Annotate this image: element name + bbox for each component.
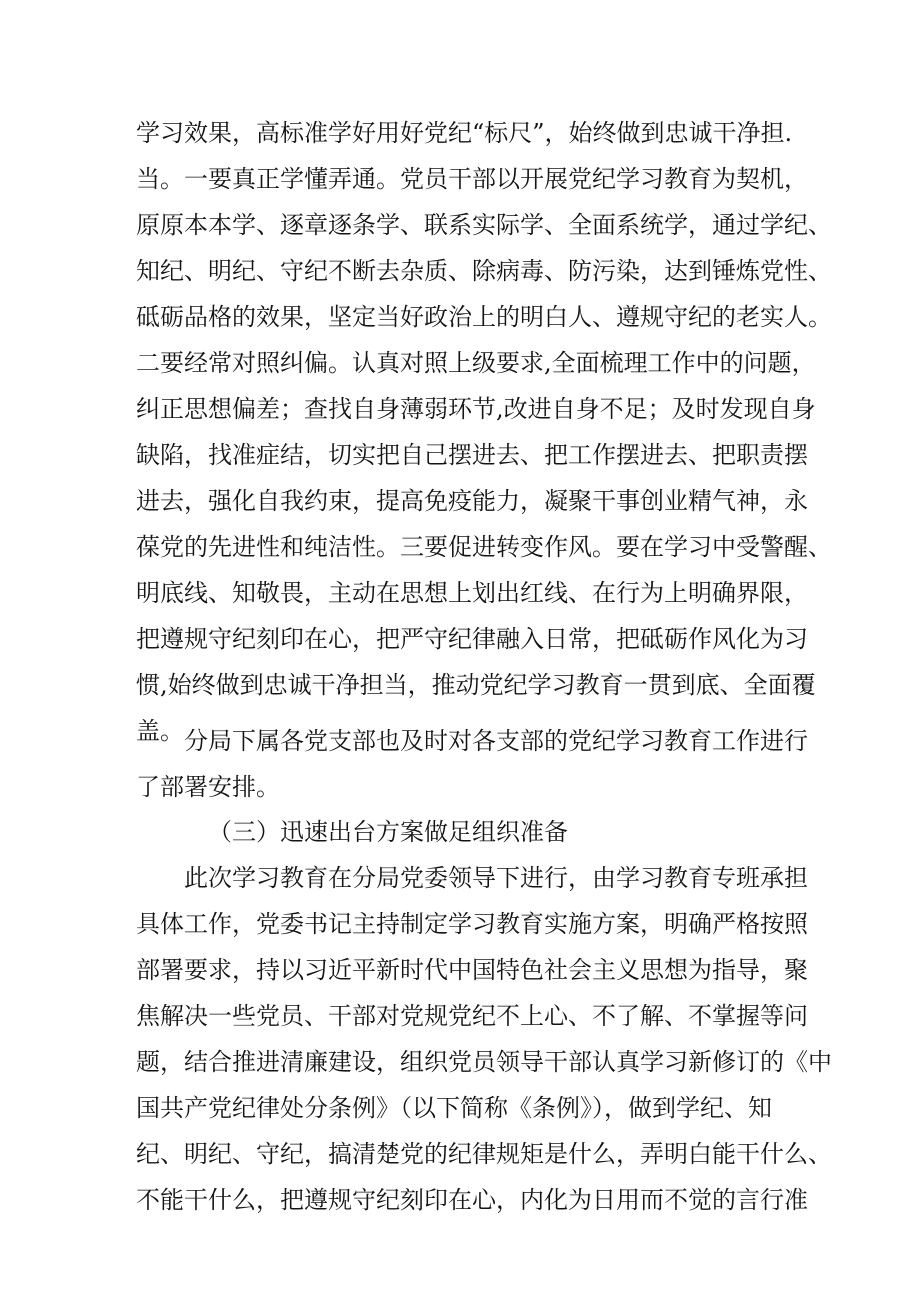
- text-line: 此次学习教育在分局党委领导下进行，由学习教育专班承担: [184, 864, 808, 892]
- text-line: 把遵规守纪刻印在心，把严守纪律融入日常，把砥砺作风化为习: [136, 625, 808, 653]
- text-line: 盖。: [136, 717, 184, 745]
- text-line: 明底线、知敬畏，主动在思想上划出红线、在行为上明确界限，: [136, 579, 808, 607]
- text-line: 了部署安排。: [136, 773, 280, 801]
- text-line: 当。一要真正学懂弄通。党员干部以开展党纪学习教育为契机，: [136, 165, 808, 193]
- text-line: 砥砺品格的效果，坚定当好政治上的明白人、遵规守纪的老实人。: [136, 303, 832, 331]
- text-line: 不能干什么，把遵规守纪刻印在心，内化为日用而不觉的言行准: [136, 1186, 808, 1214]
- text-line: 国共产党纪律处分条例》（以下简称《条例》），做到学纪、知: [136, 1094, 772, 1122]
- text-line: 纪、明纪、守纪，搞清楚党的纪律规矩是什么，弄明白能干什么、: [136, 1140, 832, 1168]
- text-line: 部署要求，持以习近平新时代中国特色社会主义思想为指导，聚: [136, 956, 808, 984]
- text-line: 纠正思想偏差；查找自身薄弱环节,改进自身不足；及时发现自身: [136, 395, 816, 423]
- text-line: 葆党的先进性和纯洁性。三要促进转变作风。要在学习中受警醒、: [136, 533, 832, 561]
- text-line: 二要经常对照纠偏。认真对照上级要求,全面梳理工作中的问题，: [136, 349, 816, 377]
- paragraph-branch-arrangement: [136, 718, 808, 810]
- paragraph-study-effect: [136, 110, 832, 754]
- text-line: 题，结合推进清廉建设，组织党员领导干部认真学习新修订的《中: [136, 1048, 832, 1076]
- text-line: 焦解决一些党员、干部对党规党纪不上心、不了解、不掌握等问: [136, 1002, 808, 1030]
- text-line: 知纪、明纪、守纪不断去杂质、除病毒、防污染，达到锤炼党性、: [136, 257, 832, 285]
- text-line: 具体工作，党委书记主持制定学习教育实施方案，明确严格按照: [136, 910, 808, 938]
- text-line: 惯,始终做到忠诚干净担当，推动党纪学习教育一贯到底、全面覆: [136, 671, 816, 699]
- section-heading: [136, 809, 796, 855]
- text-line: 分局下属各党支部也及时对各支部的党纪学习教育工作进行: [184, 727, 808, 755]
- text-line: 学习效果，高标准学好用好党纪“标尺”，始终做到忠诚干净担.: [136, 119, 793, 147]
- text-line: 进去，强化自我约束，提高免疫能力，凝聚干事创业精气神，永: [136, 487, 808, 515]
- text-line: 原原本本学、逐章逐条学、联系实际学、全面系统学，通过学纪、: [136, 211, 832, 239]
- paragraph-study-plan: [136, 855, 832, 1223]
- heading-text: （三）迅速出台方案做足组织准备: [208, 818, 568, 846]
- text-line: 缺陷，找准症结，切实把自己摆进去、把工作摆进去、把职责摆: [136, 441, 808, 469]
